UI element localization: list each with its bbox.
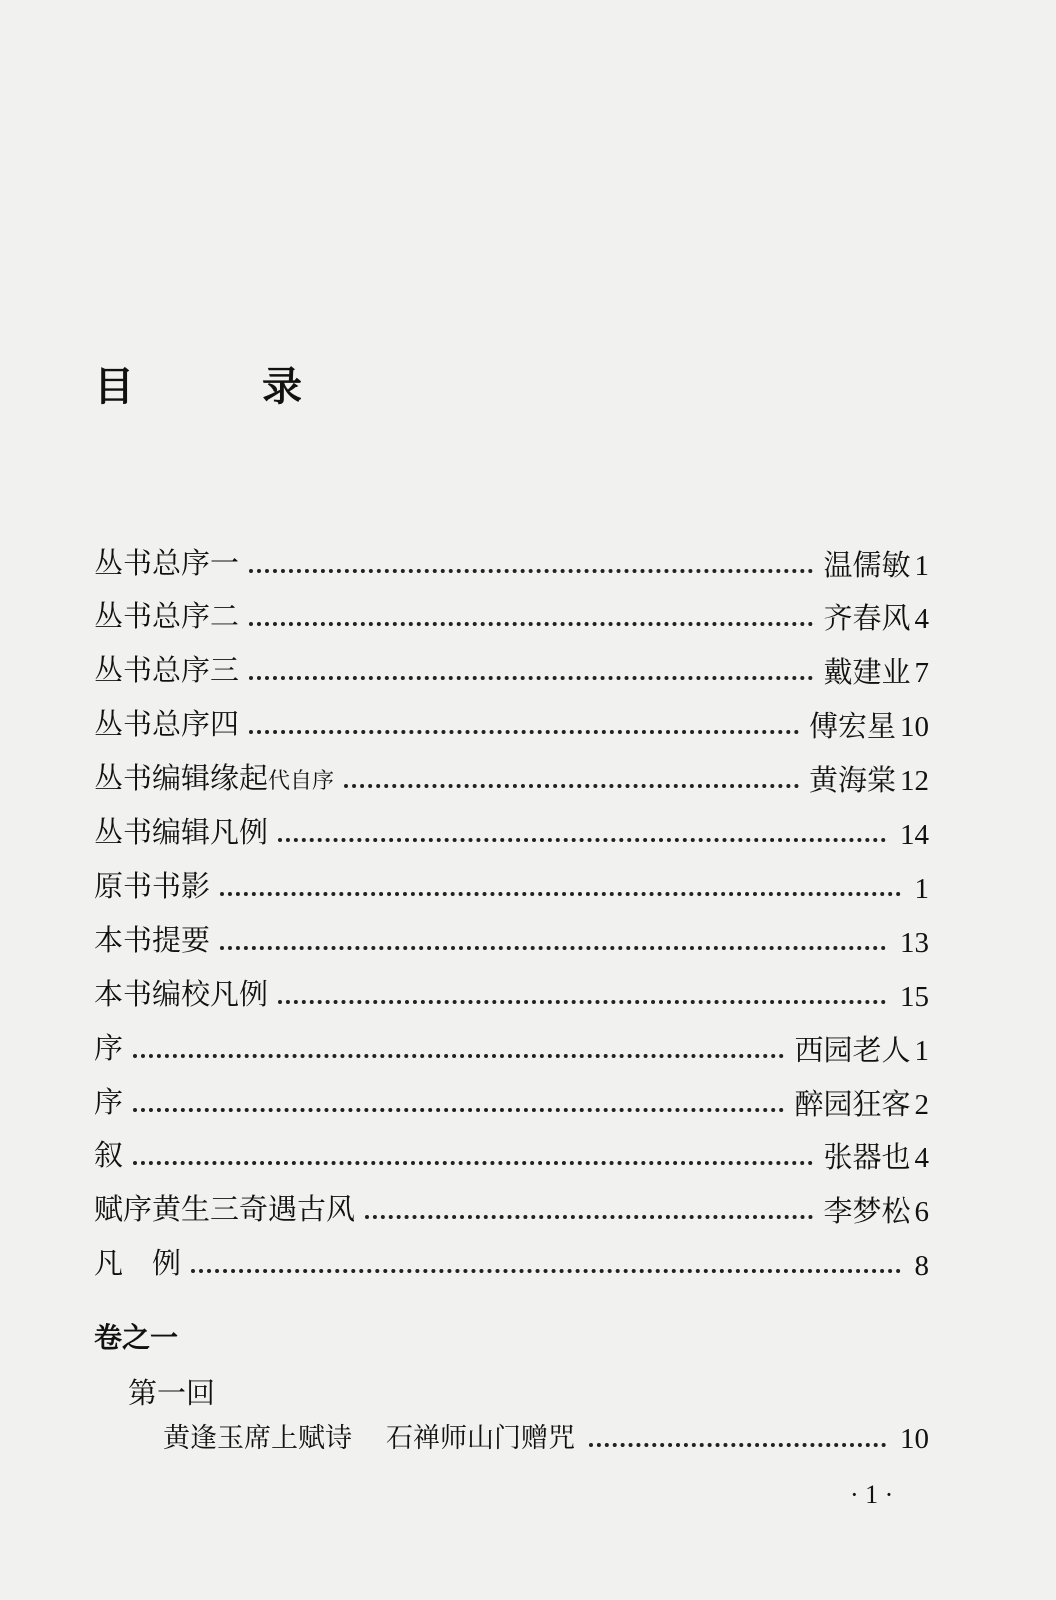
entry-page: 6: [914, 1195, 929, 1228]
leader-dots: [249, 622, 813, 626]
page-number: · 1 ·: [850, 1480, 894, 1509]
entry-ref: [823, 1191, 929, 1232]
entry-page: 1: [914, 872, 929, 905]
toc-entry[interactable]: [94, 1084, 929, 1124]
toc-entry[interactable]: [94, 1030, 929, 1070]
entry-author: 西园老人: [794, 1032, 911, 1067]
toc-entry[interactable]: [94, 976, 929, 1016]
entry-author: 张器也: [823, 1139, 911, 1174]
toc-entry[interactable]: [94, 1245, 929, 1285]
entry-ref: [823, 652, 929, 693]
entry-label: 本书提要: [94, 923, 211, 957]
entry-ref: [809, 706, 929, 747]
toc-entry[interactable]: [94, 1191, 929, 1231]
leader-dots: [133, 1054, 784, 1058]
entry-page: 10: [900, 1422, 929, 1455]
toc-entry[interactable]: [94, 652, 929, 692]
entry-page: 7: [914, 656, 929, 689]
entry-author: 傅宏星: [808, 708, 896, 743]
chapter-entry[interactable]: [163, 1419, 929, 1459]
entry-author: 戴建业: [823, 654, 911, 689]
leader-dots: [133, 1161, 813, 1165]
volume-heading: 卷之一: [94, 1321, 179, 1354]
leader-dots: [278, 1000, 886, 1004]
leader-dots: [589, 1443, 886, 1447]
leader-dots: [365, 1215, 813, 1219]
entry-author: 黄海棠: [808, 762, 896, 797]
entry-page: 8: [914, 1249, 929, 1282]
leader-dots: [191, 1269, 900, 1273]
entry-ref: [794, 1030, 929, 1071]
entry-page: 14: [900, 818, 929, 851]
leader-dots: [249, 676, 813, 680]
entry-author: 齐春风: [823, 600, 911, 635]
entry-label: 丛书总序二: [94, 599, 240, 633]
entry-page: 10: [900, 710, 929, 743]
entry-ref: [896, 922, 929, 963]
leader-dots: [249, 730, 799, 734]
entry-label: 丛书总序四: [94, 707, 240, 741]
leader-dots: [249, 569, 813, 573]
entry-ref: [823, 545, 929, 586]
leader-dots: [133, 1108, 784, 1112]
leader-dots: [344, 784, 799, 788]
entry-label: 丛书编辑缘起代自序: [94, 761, 335, 795]
toc-entry[interactable]: [94, 545, 929, 585]
entry-ref: [823, 1137, 929, 1178]
entry-ref: [911, 868, 930, 909]
toc-entry[interactable]: [94, 598, 929, 638]
toc-entry[interactable]: [94, 706, 929, 746]
leader-dots: [220, 946, 886, 950]
entry-ref: [794, 1084, 929, 1125]
leader-dots: [220, 892, 900, 896]
leader-dots: [278, 838, 886, 842]
entry-label: 序: [94, 1031, 124, 1065]
chapter-line-2: 石禅师山门赠咒: [386, 1423, 575, 1454]
entry-ref: [896, 814, 929, 855]
entry-author: 李梦松: [823, 1193, 911, 1228]
entry-page: 4: [914, 1141, 929, 1174]
toc-entry[interactable]: [94, 922, 929, 962]
toc-entry[interactable]: [94, 868, 929, 908]
page-title: 目 录: [94, 364, 346, 410]
entry-page: 13: [900, 926, 929, 959]
toc-entry[interactable]: [94, 814, 929, 854]
toc-entry[interactable]: [94, 1137, 929, 1177]
entry-label: 序: [94, 1085, 124, 1119]
entry-label: 丛书编辑凡例: [94, 815, 269, 849]
chapter-heading: 第一回: [128, 1376, 216, 1410]
entry-label: 凡 例: [94, 1246, 182, 1280]
entry-ref: [896, 976, 929, 1017]
entry-page: 12: [900, 764, 929, 797]
entry-ref: [911, 1245, 930, 1286]
entry-page: 1: [914, 1034, 929, 1067]
entry-ref: [809, 760, 929, 801]
entry-page: 15: [900, 980, 929, 1013]
entry-label: 叙: [94, 1138, 124, 1172]
entry-page: 2: [914, 1088, 929, 1121]
entry-label: 丛书总序三: [94, 653, 240, 687]
toc-entry[interactable]: [94, 760, 929, 800]
entry-page: 4: [914, 602, 929, 635]
entry-author: 温儒敏: [823, 547, 911, 582]
entry-page: 1: [914, 549, 929, 582]
entry-author: 醉园狂客: [794, 1086, 911, 1121]
chapter-line-1: 黄逢玉席上赋诗: [163, 1423, 352, 1454]
entry-label: 本书编校凡例: [94, 977, 269, 1011]
entry-label: 赋序黄生三奇遇古风: [94, 1192, 356, 1226]
entry-label: 原书书影: [94, 869, 211, 903]
entry-ref: [823, 598, 929, 639]
entry-label: 丛书总序一: [94, 546, 240, 580]
